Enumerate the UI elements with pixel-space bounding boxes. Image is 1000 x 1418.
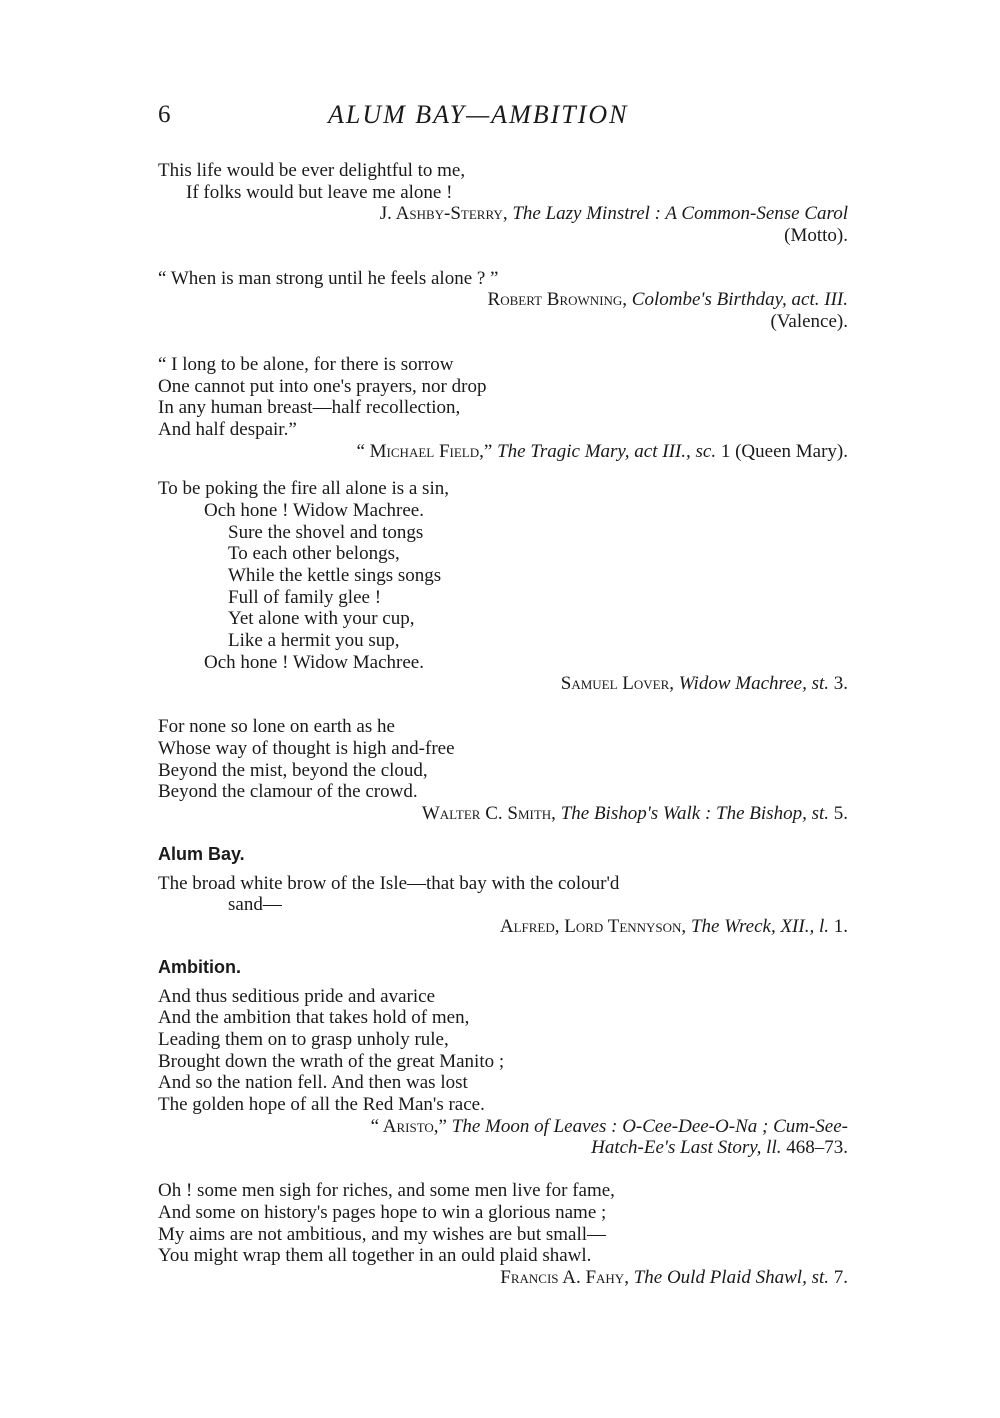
citation-note: (Motto). <box>784 225 848 247</box>
citation-work: Hatch-Ee's Last Story, ll. <box>591 1137 782 1159</box>
running-head: ALUM BAY—AMBITION <box>328 100 629 129</box>
citation <box>158 673 848 695</box>
citation-author: Alfred, Lord Tennyson, <box>499 915 687 937</box>
verse-line: Beyond the clamour of the crowd. <box>158 781 418 803</box>
verse-line: The broad white brow of the Isle—that bay with the colour'd <box>158 872 620 894</box>
citation-work: The Moon of Leaves : O-Cee-Dee-O-Na ; Cum-See- <box>451 1115 848 1137</box>
verse-line: For none so lone on earth as he <box>158 716 395 738</box>
citation <box>158 1267 848 1289</box>
citation-work: The Ould Plaid Shawl, st. <box>633 1266 829 1288</box>
quotation <box>158 986 848 1160</box>
section-heading-ambition: Ambition. <box>158 956 241 977</box>
verse-line: While the kettle sings songs <box>228 565 442 586</box>
citation-author: Robert Browning, <box>487 289 628 311</box>
verse-line: Like a hermit you sup, <box>228 630 400 652</box>
citation-author: “ Aristo,” <box>370 1115 447 1137</box>
verse-line: The golden hope of all the Red Man's race. <box>158 1094 485 1116</box>
verse-line: One cannot put into one's prayers, nor drop <box>158 375 487 397</box>
verse-line: “ I long to be alone, for there is sorrow <box>158 353 454 375</box>
citation-work: The Lazy Minstrel : A Common-Sense Carol <box>512 203 848 225</box>
verse-line: “ When is man strong until he feels alone ? ” <box>158 267 499 289</box>
verse-line: Beyond the mist, beyond the cloud, <box>158 759 428 781</box>
page-number: 6 <box>158 101 171 128</box>
citation-note: 468–73. <box>786 1137 848 1159</box>
verse-line: And half despair.” <box>158 418 297 440</box>
quotation <box>158 160 848 247</box>
citation-note: 3. <box>833 673 848 695</box>
citation-work: Widow Machree, st. <box>678 673 829 695</box>
verse-line: Leading them on to grasp unholy rule, <box>158 1029 449 1050</box>
verse-line: To be poking the fire all alone is a sin, <box>158 478 449 500</box>
citation-work: Colombe's Birthday, act. III. <box>631 289 848 311</box>
citation-work: The Wreck, XII., l. <box>690 915 829 937</box>
verse-line: Oh ! some men sigh for riches, and some men live for fame, <box>158 1180 615 1202</box>
citation-author: “ Michael Field,” <box>356 440 493 462</box>
citation-author: Samuel Lover, <box>560 673 675 695</box>
citation-note: 7. <box>833 1266 848 1288</box>
page-header <box>158 100 848 136</box>
citation <box>158 916 848 938</box>
verse-line: Yet alone with your cup, <box>228 608 415 630</box>
verse-line: If folks would but leave me alone ! <box>186 181 453 203</box>
verse-line: Brought down the wrath of the great Manito ; <box>158 1050 505 1072</box>
citation <box>158 441 848 463</box>
section-heading-alum-bay: Alum Bay. <box>158 843 245 864</box>
quotation <box>158 716 848 824</box>
verse-line: And so the nation fell. And then was lost <box>158 1072 468 1094</box>
verse-line: Och hone ! Widow Machree. <box>204 651 424 673</box>
verse-line: This life would be ever delightful to me, <box>158 160 466 181</box>
citation-author: Francis A. Fahy, <box>500 1266 629 1288</box>
citation-continued <box>158 1137 848 1159</box>
verse-line: In any human breast—half recollection, <box>158 397 461 419</box>
citation <box>158 203 848 225</box>
quotation <box>158 873 848 938</box>
citation-work: The Bishop's Walk : The Bishop, st. <box>560 802 829 824</box>
page-content <box>158 160 848 1289</box>
verse-line: Sure the shovel and tongs <box>228 521 424 543</box>
verse-line: sand— <box>228 894 282 916</box>
citation <box>158 289 848 311</box>
citation-note: (Valence). <box>770 311 848 333</box>
verse-line: Full of family glee ! <box>228 586 382 608</box>
verse-line: And the ambition that takes hold of men, <box>158 1007 470 1029</box>
citation-author: J. Ashby-Sterry, <box>379 203 508 225</box>
quotation <box>158 478 848 695</box>
citation <box>158 1116 848 1138</box>
verse-line: My aims are not ambitious, and my wishes are but small— <box>158 1223 607 1245</box>
citation-note: 1. <box>833 915 848 937</box>
verse-line: And thus seditious pride and avarice <box>158 985 436 1007</box>
citation-work: The Tragic Mary, act III., sc. <box>497 440 717 462</box>
verse-line: To each other belongs, <box>228 543 400 565</box>
citation-note: 1 (Queen Mary). <box>720 440 848 462</box>
citation-author: Walter C. Smith, <box>421 802 556 824</box>
quotation <box>158 1180 848 1288</box>
citation-note: 5. <box>833 802 848 824</box>
quotation <box>158 268 848 333</box>
verse-line: Och hone ! Widow Machree. <box>204 499 424 521</box>
verse-line: Whose way of thought is high and-free <box>158 737 455 759</box>
verse-line: And some on history's pages hope to win a glorious name ; <box>158 1201 607 1223</box>
citation <box>158 803 848 825</box>
verse-line: You might wrap them all together in an ould plaid shawl. <box>158 1245 592 1267</box>
quotation <box>158 354 848 462</box>
